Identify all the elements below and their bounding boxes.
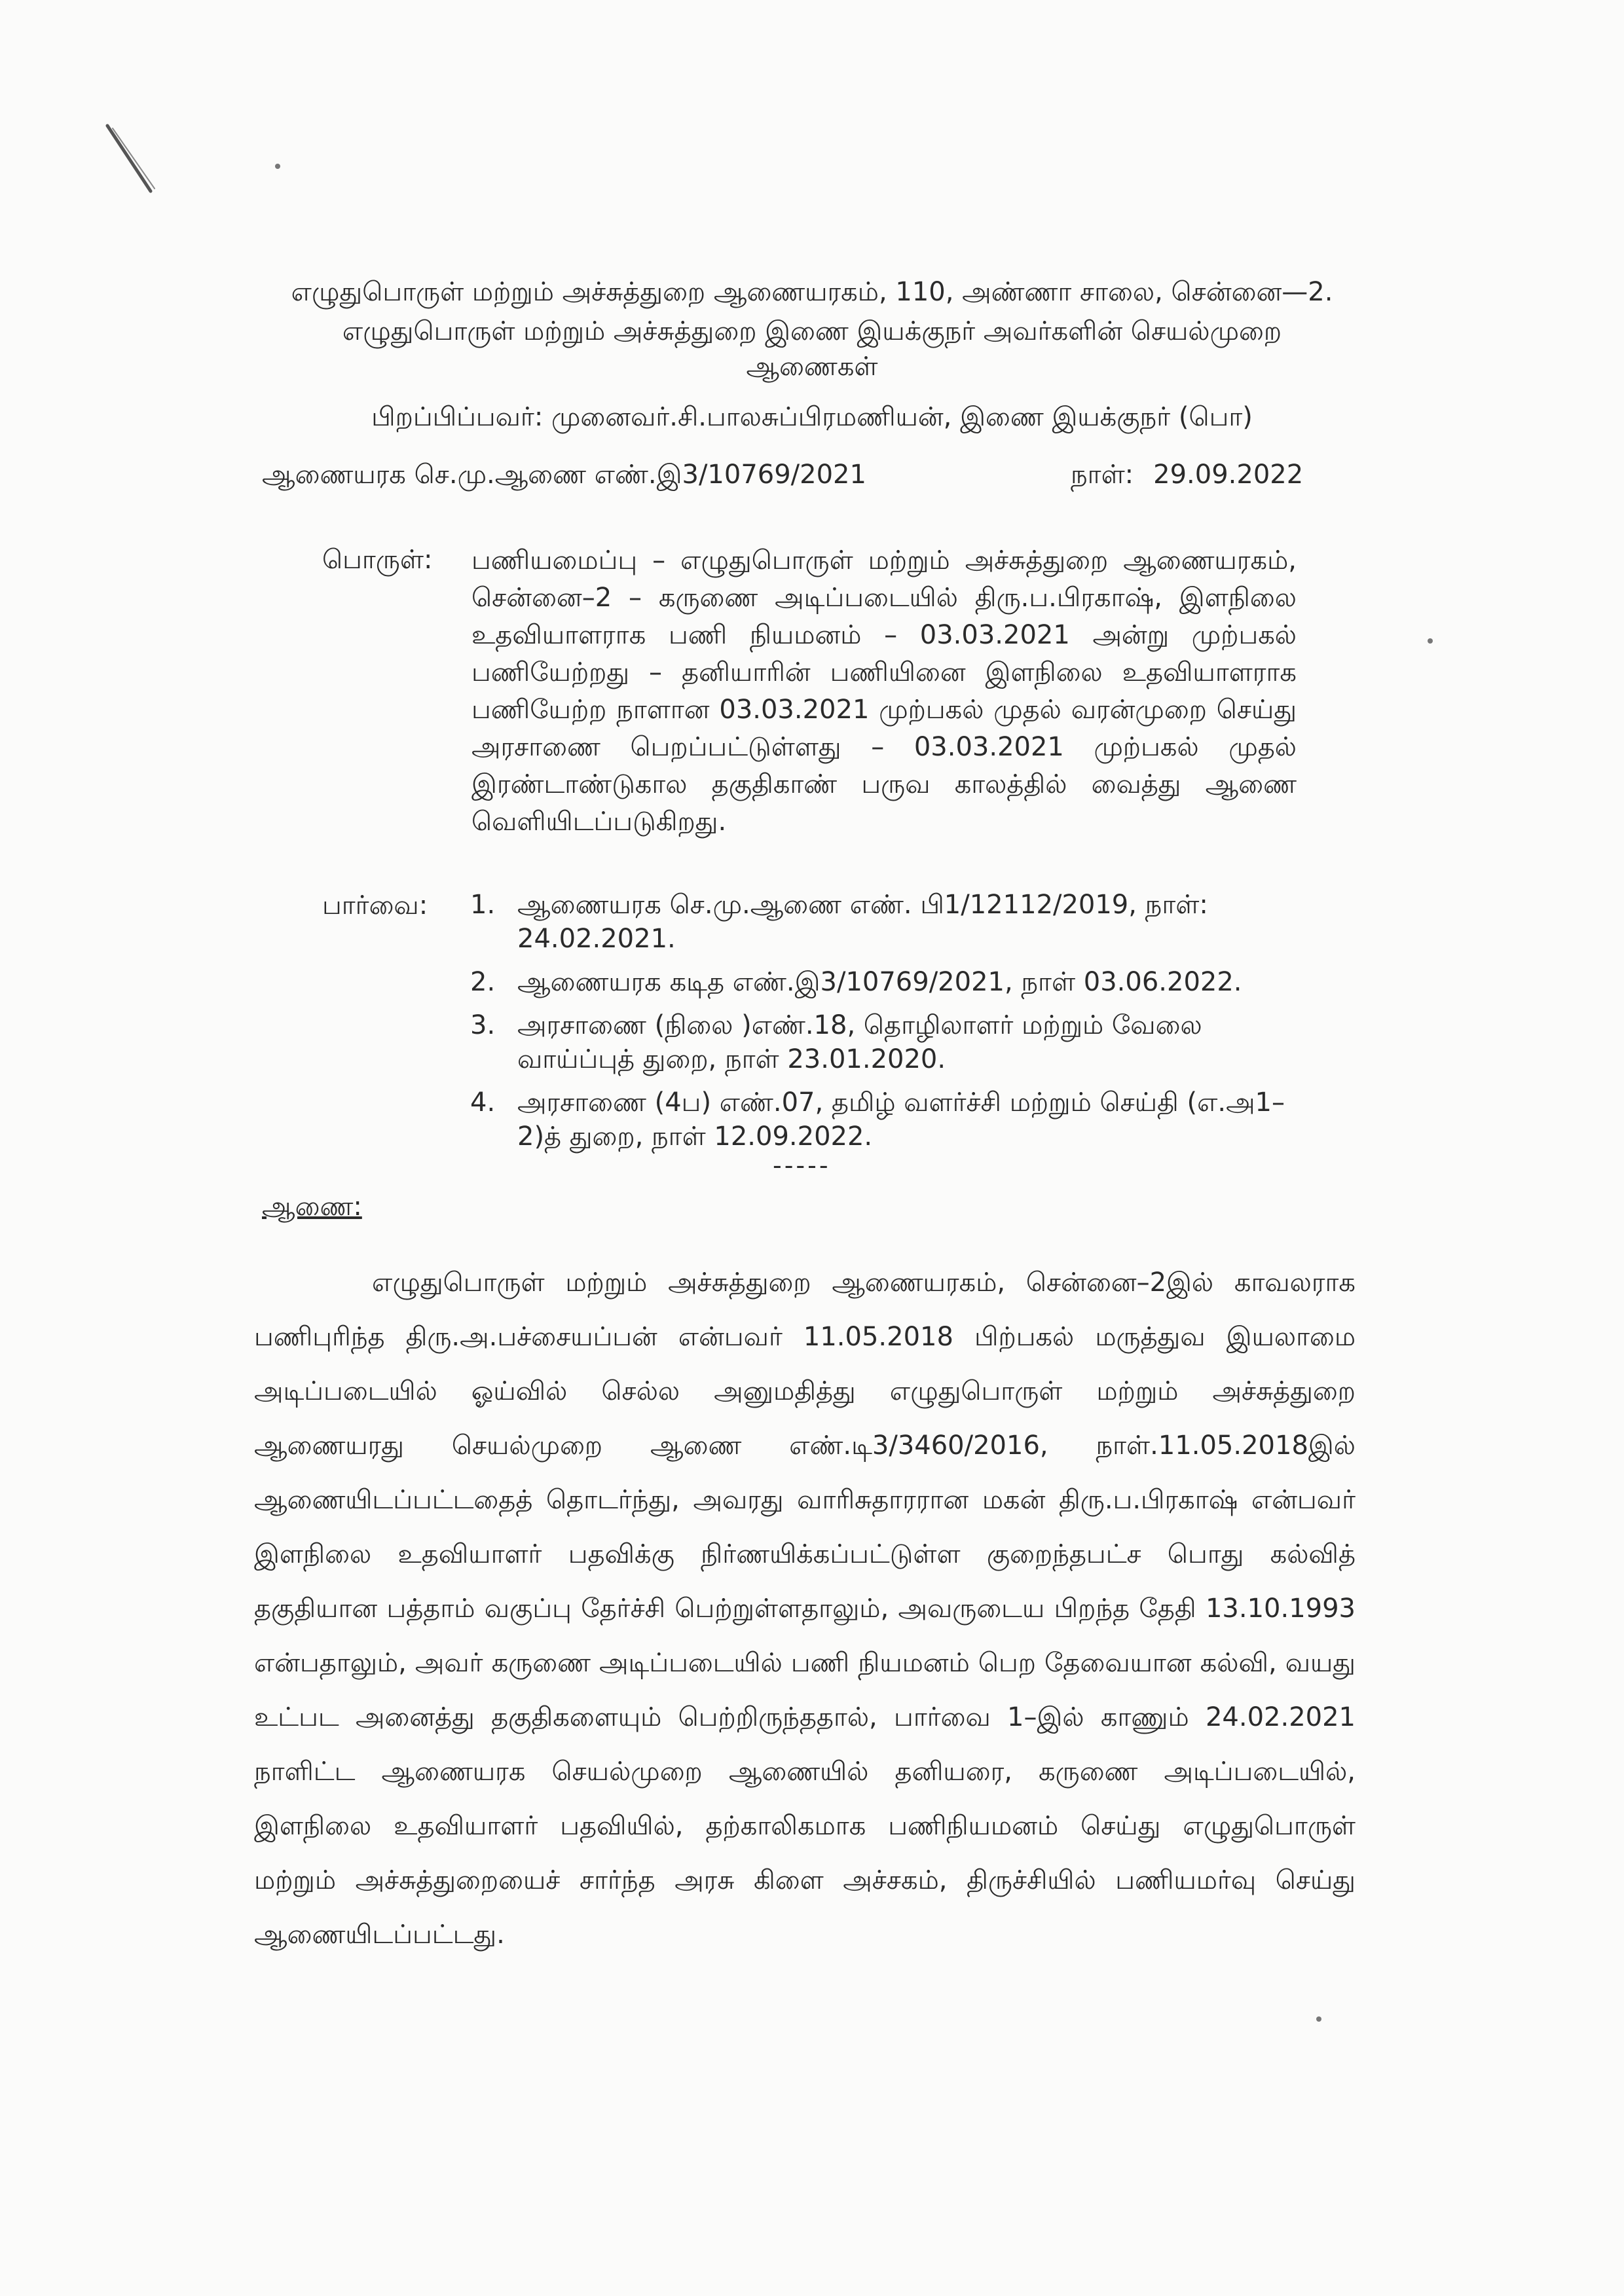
subject-text: பணியமைப்பு – எழுதுபொருள் மற்றும் அச்சுத்துறை ஆணையரகம், சென்னை–2 – கருணை அடிப்படையில் திரு.ப.பிரகாஷ், இளநிலை உதவியாளராக பணி நியமனம் – 03.03.2021 அன்று முற்பகல் பணியேற்றது – தனியாரின் பணியினை இளநிலை உதவியாளராக பணியேற்ற நாளான 03.03.2021 முற்பகல் முதல் வரன்முறை செய்து அரசாணை பெறப்பட்டுள்ளது – 03.03.2021 முற்பகல் முதல் இரண்டாண்டுகால தகுதிகாண் பருவ காலத்தில் வைத்து ஆணை வெளியிடப்படுகிறது. (471, 545, 1297, 837)
pen-stroke-mark (98, 118, 170, 203)
references-label: பார்வை: (322, 890, 428, 920)
subject-label: பொருள்: (322, 545, 433, 575)
order-heading: ஆணை: (262, 1192, 362, 1222)
scan-speck (1428, 638, 1433, 644)
office-header-line3: ஆணைகள் (746, 352, 878, 382)
reference-number: 2. (470, 967, 496, 997)
reference-text: ஆணையரக கடித எண்.இ3/10769/2021, நாள் 03.06.2022. (517, 967, 1242, 997)
reference-item (470, 965, 1308, 999)
issuer-line: பிறப்பிப்பவர்: முனைவர்.சி.பாலசுப்பிரமணியன், இணை இயக்குநர் (பொ) (371, 402, 1253, 432)
order-number: ஆணையரக செ.மு.ஆணை எண்.இ3/10769/2021 (262, 460, 866, 490)
date-label: நாள்: (1071, 460, 1134, 490)
section-separator: ----- (773, 1151, 831, 1180)
office-header-line1: எழுதுபொருள் மற்றும் அச்சுத்துறை ஆணையரகம், 110, அண்ணா சாலை, சென்னை—2. (291, 277, 1333, 307)
order-date (1071, 460, 1303, 493)
reference-number: 4. (470, 1087, 496, 1118)
reference-number: 3. (470, 1010, 496, 1040)
reference-text: அரசாணை (நிலை )எண்.18, தொழிலாளர் மற்றும் வேலை வாய்ப்புத் துறை, நாள் 23.01.2020. (517, 1010, 1202, 1074)
reference-text: ஆணையரக செ.மு.ஆணை எண். பி1/12112/2019, நாள்: 24.02.2021. (517, 890, 1208, 954)
scan-speck (275, 164, 280, 169)
reference-text: அரசாணை (4ப) எண்.07, தமிழ் வளர்ச்சி மற்றும் செய்தி (எ.அ1–2)த் துறை, நாள் 12.09.2022. (517, 1087, 1285, 1152)
order-paragraph: எழுதுபொருள் மற்றும் அச்சுத்துறை ஆணையரகம், சென்னை–2இல் காவலராக பணிபுரிந்த திரு.அ.பச்சையப்பன் என்பவர் 11.05.2018 பிற்பகல் மருத்துவ இயலாமை அடிப்படையில் ஓய்வில் செல்ல அனுமதித்து எழுதுபொருள் மற்றும் அச்சுத்துறை ஆணையரது செயல்முறை ஆணை எண்.டி3/3460/2016, நாள்.11.05.2018இல் ஆணையிடப்பட்டதைத் தொடர்ந்து, அவரது வாரிசுதாரரான மகன் திரு.ப.பிரகாஷ் என்பவர் இளநிலை உதவியாளர் பதவிக்கு நிர்ணயிக்கப்பட்டுள்ள குறைந்தபட்ச பொது கல்வித் தகுதியான பத்தாம் வகுப்பு தேர்ச்சி பெற்றுள்ளதாலும், அவருடைய பிறந்த தேதி 13.10.1993 என்பதாலும், அவர் கருணை அடிப்படையில் பணி நியமனம் பெற தேவையான கல்வி, வயது உட்பட அனைத்து தகுதிகளையும் பெற்றிருந்ததால், பார்வை 1–இல் காணும் 24.02.2021 நாளிட்ட ஆணையரக செயல்முறை ஆணையில் தனியரை, கருணை அடிப்படையில், இளநிலை உதவியாளர் பதவியில், தற்காலிகமாக பணிநியமனம் செய்து எழுதுபொருள் மற்றும் அச்சுத்துறையைச் சார்ந்த அரசு கிளை அச்சகம், திருச்சியில் பணியமர்வு செய்து ஆணையிடப்பட்டது. (254, 1267, 1356, 1950)
office-header-line2: எழுதுபொருள் மற்றும் அச்சுத்துறை இணை இயக்குநர் அவர்களின் செயல்முறை (342, 316, 1282, 346)
references-list (470, 888, 1308, 1163)
scan-speck (1316, 2016, 1321, 2022)
reference-item (470, 1085, 1308, 1154)
reference-item (470, 1008, 1308, 1076)
date-value: 29.09.2022 (1153, 460, 1304, 490)
reference-number: 1. (470, 890, 496, 920)
reference-item (470, 888, 1308, 956)
